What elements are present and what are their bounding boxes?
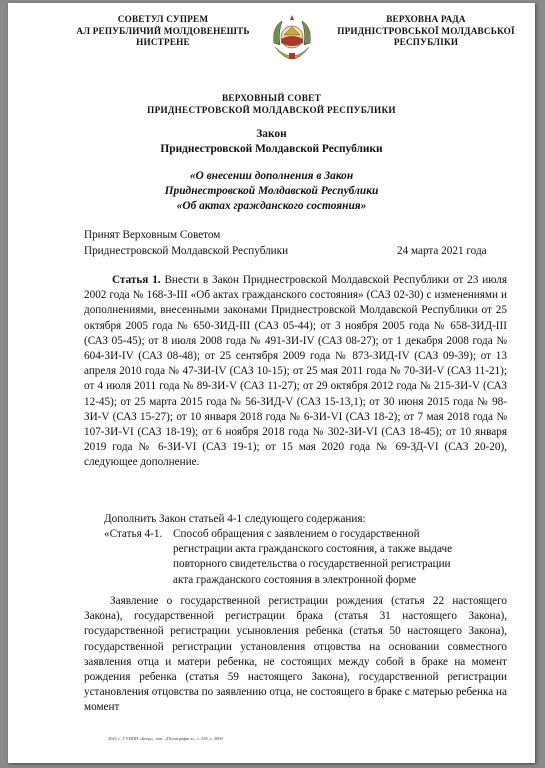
council-heading bbox=[8, 92, 535, 116]
law-title-line: «О внесении дополнения в Закон bbox=[189, 170, 354, 182]
document-page bbox=[8, 3, 535, 763]
header-right-line: ВЕРХОВНА РАДА bbox=[386, 14, 466, 24]
header-right-line: ПРИДНІСТРОВСЬКОЇ МОЛДАВСЬКОЇ bbox=[337, 25, 515, 36]
article-1-text: Внести в Закон Приднестровской Молдавской Республики от 23 июля 2002 года № 168-З-III «Об актах гражданского состояния» (САЗ 02-30) с изменениями и дополнениями, внесенными законами Приднестровской Молдавской Республики от 25 октября 2005 года № 650-ЗИД-III (САЗ 05-44); от 3 ноября 2005 года № 658-ЗИД-III (САЗ 05-45); от 8 июля 2008 года № 491-ЗИ-IV (САЗ 08-27); от 1 декабря 2008 года № 604-ЗИ-IV (САЗ 08-48); от 25 сентября 2009 года № 873-ЗИД-IV (САЗ 09-39); от 13 апреля 2010 года № 47-ЗИ-IV (САЗ 10-15); от 25 мая 2011 года № 70-ЗИ-V (САЗ 11-21); от 4 июля 2011 года № 89-ЗИ-V (САЗ 11-27); от 29 октября 2012 года № 215-ЗИ-V (САЗ 12-45); от 25 марта 2015 года № 56-ЗИД-V (САЗ 15-13,1); от 30 июня 2015 года № 98-ЗИ-V (САЗ 15-27); от 10 января 2018 года № 6-ЗИ-VI (САЗ 18-2); от 7 мая 2018 года № 107-ЗИ-VI (САЗ 18-19); от 6 ноября 2018 года № 302-ЗИ-VI (САЗ 18-45); от 10 января 2019 года № 6-ЗИ-VI (САЗ 19-1); от 15 мая 2020 года № 69-ЗД-VI (САЗ 20-20), следующее дополнение. bbox=[84, 274, 507, 469]
article-4-1-label: «Статья 4-1. bbox=[104, 528, 163, 540]
state-emblem-icon bbox=[270, 13, 314, 65]
law-title bbox=[8, 169, 535, 214]
law-heading bbox=[8, 127, 535, 157]
law-line: Приднестровской Молдавской Республики bbox=[160, 143, 383, 155]
header-left-line: СОВЕТУЛ СУПРЕМ bbox=[117, 14, 209, 24]
header-left-line: АЛ РЕПУБЛИЧИЙ МОЛДОВЕНЕШТЬ bbox=[76, 25, 250, 36]
article-4-1-title-line: акта гражданского состояния в электронной форме bbox=[173, 573, 417, 586]
body-paragraph: Заявление о государственной регистрации рождения (статья 22 настоящего Закона), государственной регистрации брака (статья 31 настоящего Закона), государственной регистрации усыновления ребенка (статья 50 настоящего Закона), государственной регистрации установления отцовства на основании совместного заявления отца и матери ребенка, не состоящих между собой в браке на момент рождения ребенка (статья 59 настоящего Закона), государственной регистрации установления отцовства по заявлению отца, не состоящего в браке с матерью ребенка на момент bbox=[84, 595, 507, 714]
council-line: ПРИДНЕСТРОВСКОЙ МОЛДАВСКОЙ РЕСПУБЛИКИ bbox=[147, 105, 396, 115]
article-1-label: Статья 1. bbox=[112, 274, 161, 286]
article-1-paragraph bbox=[84, 273, 507, 471]
council-line: ВЕРХОВНЫЙ СОВЕТ bbox=[221, 93, 322, 103]
law-title-line: Приднестровской Молдавской Республики bbox=[164, 185, 379, 197]
article-4-1-title-line: повторного свидетельства о государственной регистрации bbox=[173, 558, 451, 571]
law-line: Закон bbox=[256, 128, 287, 140]
adopted-line-1: Принят Верховным Советом bbox=[84, 229, 221, 241]
header-ukrainian bbox=[326, 14, 526, 49]
article-4-1-heading bbox=[84, 527, 514, 588]
article-4-1-title-line: регистрации акта гражданского состояния, а также выдаче bbox=[173, 543, 453, 556]
law-title-line: «Об актах гражданского состояния» bbox=[176, 200, 367, 212]
adoption-date: 24 марта 2021 года bbox=[397, 245, 487, 257]
printer-footer: 2021 г., ГУИПП «Бенд», тип. «Полиграфист», з. 338, т. 2000 bbox=[108, 736, 223, 741]
adopted-line-2: Приднестровской Молдавской Республики bbox=[84, 245, 289, 257]
supplement-intro: Дополнить Закон статьей 4-1 следующего содержания: bbox=[104, 513, 366, 525]
header-right-line: РЕСПУБЛІКИ bbox=[393, 37, 459, 47]
header-moldovan bbox=[68, 14, 258, 49]
header-left-line: НИСТРЕНЕ bbox=[136, 37, 190, 47]
article-4-1-title-line: Способ обращения с заявлением о государственной bbox=[173, 528, 420, 540]
